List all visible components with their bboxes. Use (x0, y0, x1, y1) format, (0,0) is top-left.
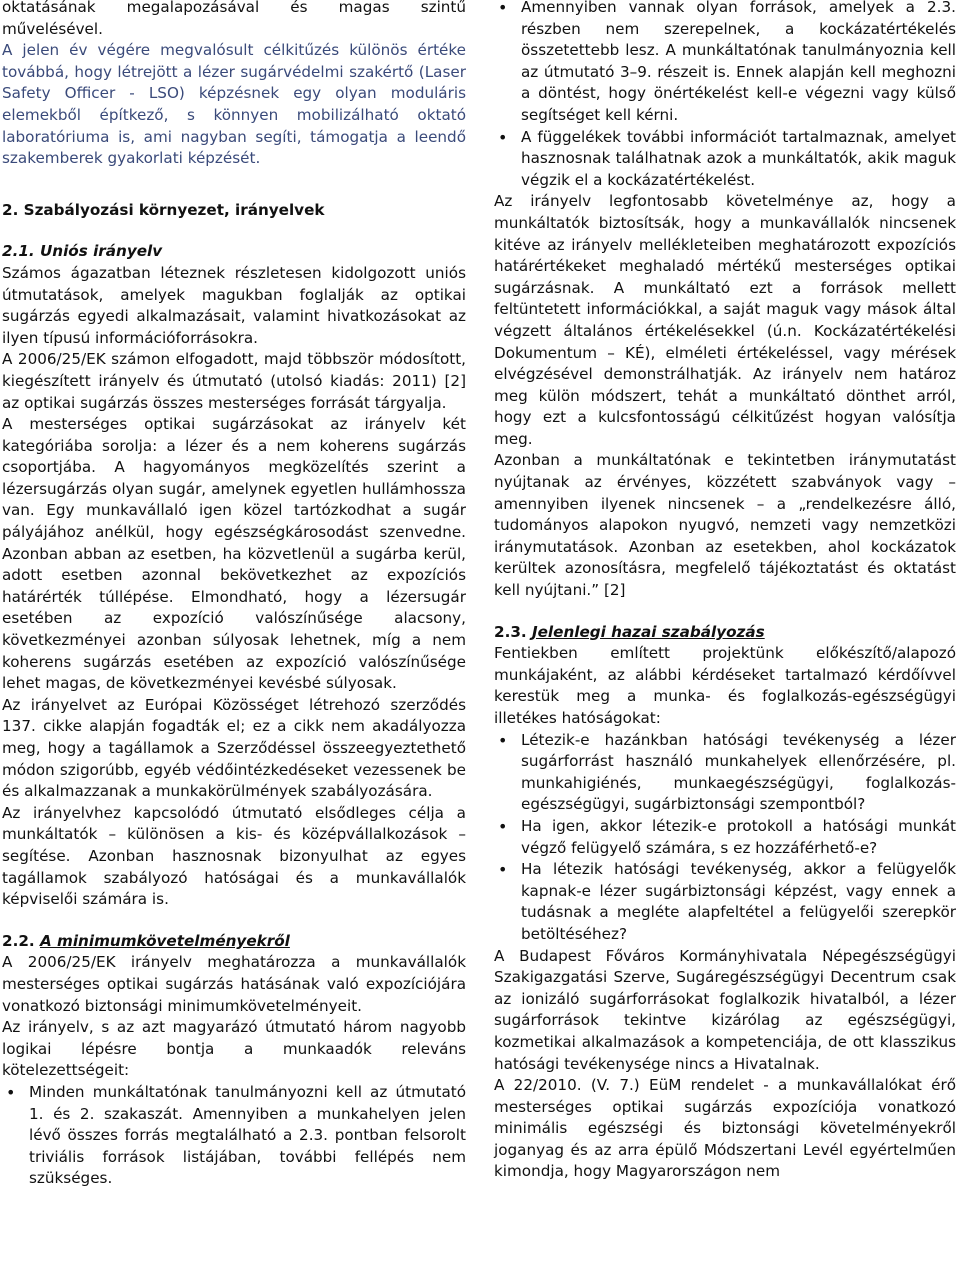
paragraph-eu-guidance: Számos ágazatban léteznek részletesen kidolgozott uniós útmutatások, amelyek magukban foglalják az optikai sugárzás egyedi alkalmazásait, valamint hivatkozásokat az ilyen típusú információforrásokra. (2, 263, 466, 347)
section-heading-regulation: 2. Szabályozási környezet, irányelvek (2, 200, 325, 219)
steps-list-continued (494, 0, 956, 191)
subsection-heading-eu-directive-text: 2.1. Uniós irányelv (2, 242, 163, 261)
steps-list (2, 1082, 466, 1190)
paragraph-lso-lab: A jelen év végére megvalósult célkitűzés különös értéke továbbá, hogy létrejött a lézer sugárvédelmi szakértő (Laser Safety Officer - LSO) képzésnek egy olyan moduláris elemekből építkező, s könnyen mobilizálható oktató laboratóriuma is, ami nagyban segíti, támogatja a leendő szakemberek gyakorlati képzését. (2, 41, 466, 168)
questions-list (494, 730, 956, 946)
paragraph-budapest-office: A Budapest Főváros Kormányhivatala Népegészségügyi Szakigazgatási Szerve, Sugáregészségügyi Decentrum csak az ionizáló sugárforrásokat foglalkozik hivatalból, a lézer sugárforrások tekintve kizárólag az egészségügyi, kozmetikai alkalmazások a kompetenciája, de ott klasszikus hatósági tevékenysége nincs a Hivatalnak. (494, 946, 956, 1073)
subsection-number: 2.3. (494, 622, 527, 641)
subsection-heading-minimum-requirements (2, 931, 466, 953)
paragraph-minimum-requirements: A 2006/25/EK irányelv meghatározza a munkavállalók mesterséges optikai sugárzás hatásának való expozíciójára vonatkozó biztonsági minimumkövetelményeit. (2, 953, 466, 1015)
right-column (494, 0, 956, 1183)
subsection-title: Jelenlegi hazai szabályozás (531, 622, 765, 641)
list-item: • Amennyiben vannak olyan források, amelyek a 2.3. részben nem szerepelnek, a kockázatértékelés összetettebb lesz. A munkáltatónak tanulmányoznia kell az útmutató 3–9. részeit is. Ennek alapján kell meghozni a döntést, hogy önértékelést kell‑e végezni vagy külső segítséget kell kérni. (494, 0, 956, 127)
paragraph-decree-22-2010: A 22/2010. (V. 7.) EüM rendelet - a munkavállalókat érő mesterséges optikai sugárzás expozíciója vonatkozó minimális egészségi és biztonsági követelményekről joganyag és az arra épülő Módszertani Levél egyértelműen kimondja, hogy Magyarországon nem (494, 1076, 956, 1181)
subsection-number: 2.2. (2, 931, 35, 950)
list-item: • Létezik-e hazánkban hatósági tevékenység a lézer sugárforrást használó munkahelyek ellenőrzésére, pl. munkahigiénés, munkaegészségügyi, foglalkozás-egészségügyi, sugárbiztonsági szempontból? (494, 730, 956, 816)
list-item: • A függelékek további információt tartalmaznak, amelyet hasznosnak találhatnak azok a munkáltatók, akik maguk végzik el a kockázatértékelést. (494, 127, 956, 192)
paragraph-three-steps: Az irányelv, s az azt magyarázó útmutató három nagyobb logikai lépésre bontja a munkaadók releváns kötelezettségeit: (2, 1018, 466, 1080)
list-item: • Ha igen, akkor létezik-e protokoll a hatósági munkát végző felügyelő számára, s ez hozzáférhető-e? (494, 816, 956, 859)
paragraph-standards-guidance: Azonban a munkáltatónak e tekintetben iránymutatást nyújtanak az érvényes, közzétett szabványok vagy – amennyiben ilyenek nincsenek – a „rendelkezésre álló, tudományos alapokon nyugvó, nemzeti vagy nemzetközi iránymutatások. Azonban az esetekben, ahol kockázatok kerültek azonosításra, megfelelő tájékoztatást és oktatást kell nyújtani.” [2] (494, 451, 956, 600)
list-item: • Ha létezik hatósági tevékenység, akkor a felügyelők kapnak-e lézer sugárbiztonsági képzést, vagy ennek a tudásnak a megléte alapfeltétel a felügyelői szerepkör betöltéséhez? (494, 859, 956, 945)
subsection-heading-eu-directive (2, 241, 466, 263)
list-item: • Minden munkáltatónak tanulmányozni kell az útmutató 1. és 2. szakaszát. Amennyiben a munkahelyen jelen lévő összes forrás megtalálható a 2.3. pontban felsorolt triviális források listájában, további fellépés nem szükséges. (2, 1082, 466, 1190)
paragraph-intro-end: oktatásának megalapozásával és magas szintű művelésével. (2, 0, 466, 38)
left-column (2, 0, 466, 1190)
paragraph-questionnaire: Fentiekben említett projektünk előkészítő/alapozó munkájaként, az alábbi kérdéseket tartalmazó kérdőívvel kerestük meg a munka- és foglalkozás-egészségügyi illetékes hatóságokat: (494, 644, 956, 727)
subsection-title: A minimumkövetelményekről (39, 931, 290, 950)
paragraph-guide-purpose: Az irányelvhez kapcsolódó útmutató elsődleges célja a munkáltatók – különösen a kis- és középvállalkozások – segítése. Azonban hasznosnak bizonyulhat az egyes tagállamok szabályozó hatóságai és a munkavállalók képviselői számára is. (2, 803, 466, 909)
paragraph-key-requirement: Az irányelv legfontosabb követelménye az, hogy a munkáltatók biztosítsák, hogy a munkavállalók nincsenek kitéve az irányelv mellékleteiben meghatározott expozíciós határértékeket meghaladó mértékű mesterséges optikai sugárzásnak. A munkáltató ezt a források mellett feltüntetett információkkal, a saját maguk vagy mások által végzett általános értékelésekkel (ú.n. Kockázatértékelési Dokumentum – KÉ), elméleti értékeléssel, vagy mérések elvégzésével demonstrálhatják. Az irányelv nem határoz meg külön módszert, tehát a munkáltató dönthet arról, hogy ezt a kulcsfontosságú célkitűzést hogyan valósítja meg. (494, 192, 956, 448)
paragraph-article-137: Az irányelvet az Európai Közösséget létrehozó szerződés 137. cikke alapján fogadták el; ez a cikk nem akadályozza meg, hogy a tagállamok a Szerződéssel összeegyeztethető módon szigorúbb, egyéb védőintézkedéseket vezessenek be és alkalmazzanak a munkakörülmények szabályozására. (2, 695, 466, 801)
paragraph-radiation-categories: A mesterséges optikai sugárzásokat az irányelv két kategóriába sorolja: a lézer és a nem koherens sugárzás csoportjába. A hagyományos megközelítés szerint a lézersugárzás olyan sugár, amelynek egyetlen hullámhossza van. Egy munkavállaló igen közel tartózkodhat a sugár pályájához anélkül, hogy egészségkárosodást szenvedne. Azonban abban az esetben, ha közvetlenül a sugárba kerül, adott esetben azonnal bekövetkezhet az expozíciós határérték túllépése. Elmondható, hogy a lézersugár esetében az expozíció valószínűsége alacsony, következményei azonban súlyosak lehetnek, míg a nem koherens sugárzás esetében az expozíció valószínűsége lehet magas, de következményei kevésbé súlyosak. (2, 415, 466, 693)
subsection-heading-domestic-regulation (494, 622, 956, 644)
paragraph-directive-2006-25: A 2006/25/EK számon elfogadott, majd többször módosított, kiegészített irányelv és útmutató (utolsó kiadás: 2011) [2] az optikai sugárzás összes mesterséges forrását tárgyalja. (2, 350, 466, 412)
